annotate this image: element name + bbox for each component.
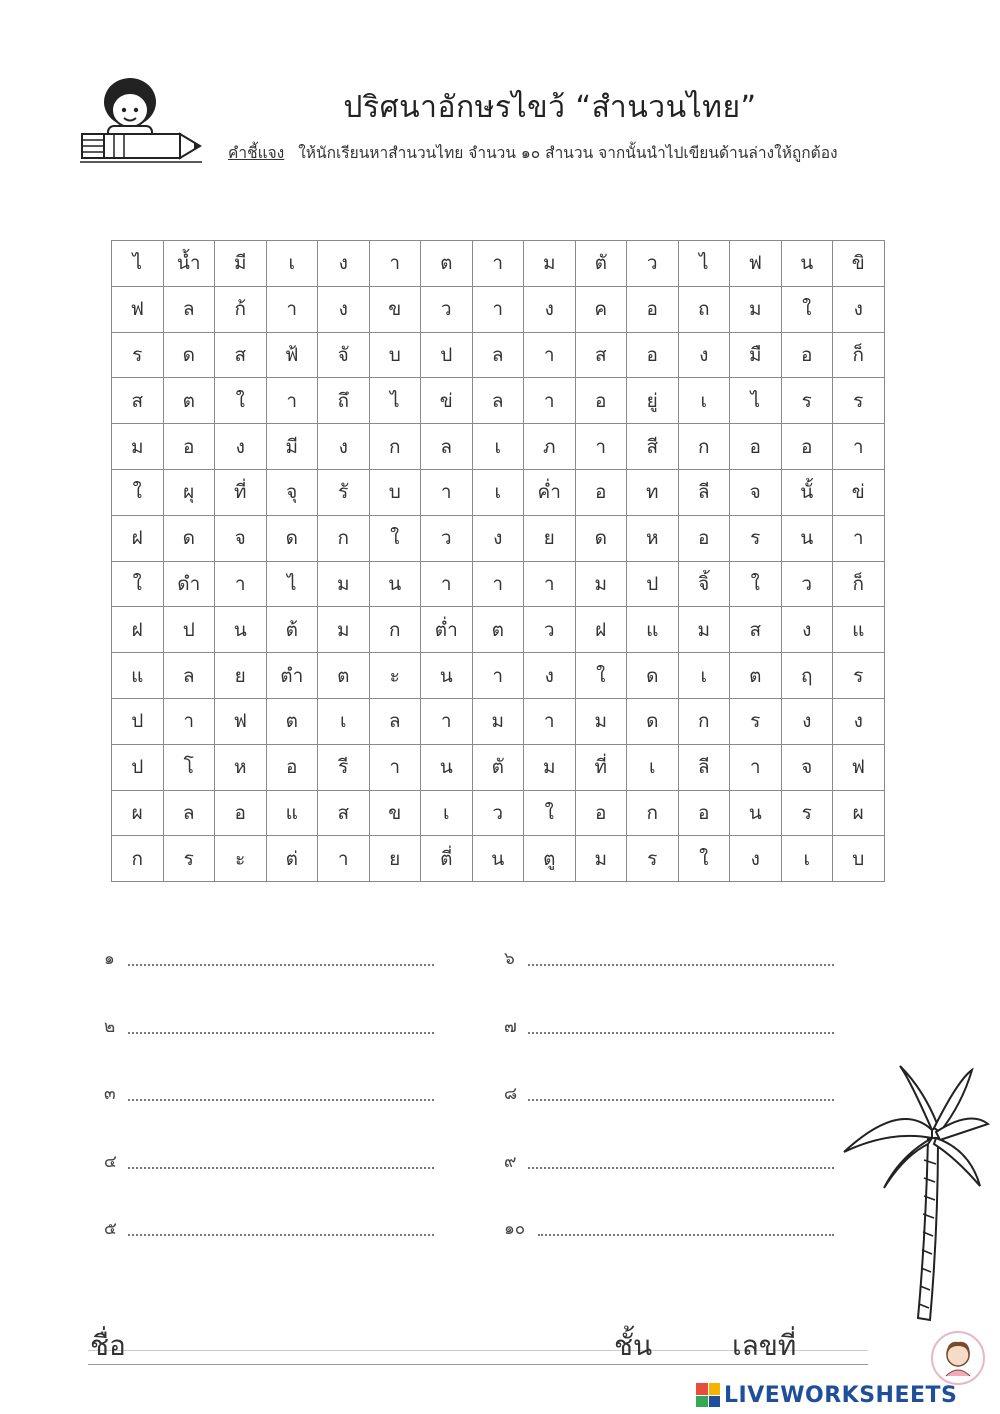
grid-cell[interactable]: ตี่: [421, 836, 473, 882]
grid-cell[interactable]: บ: [369, 332, 421, 378]
grid-row: [112, 469, 885, 515]
grid-cell[interactable]: ร: [833, 653, 885, 699]
grid-cell[interactable]: เ: [678, 653, 730, 699]
grid-row: [112, 790, 885, 836]
grid-cell[interactable]: ต: [318, 653, 370, 699]
grid-row: [112, 515, 885, 561]
grid-cell[interactable]: ด: [627, 698, 679, 744]
answer-line-8[interactable]: [504, 1077, 834, 1107]
grid-cell[interactable]: อ: [781, 332, 833, 378]
grid-cell[interactable]: แ: [833, 607, 885, 653]
grid-cell[interactable]: า: [266, 378, 318, 424]
grid-cell[interactable]: ถึ: [318, 378, 370, 424]
grid-cell[interactable]: แ: [266, 790, 318, 836]
grid-cell[interactable]: ม: [112, 424, 164, 470]
grid-cell[interactable]: ง: [524, 653, 576, 699]
grid-cell[interactable]: า: [730, 744, 782, 790]
instruction-label: คำชี้แจง: [228, 144, 285, 162]
answer-number: ๔: [104, 1152, 117, 1172]
grid-cell[interactable]: ย: [215, 653, 267, 699]
grid-cell[interactable]: ต: [730, 653, 782, 699]
grid-cell[interactable]: เ: [421, 790, 473, 836]
grid-cell[interactable]: ง: [318, 286, 370, 332]
grid-cell[interactable]: น: [421, 744, 473, 790]
grid-cell[interactable]: ว: [781, 561, 833, 607]
liveworksheets-logo-icon: [696, 1383, 720, 1407]
grid-cell[interactable]: ก: [678, 424, 730, 470]
answer-line-5[interactable]: [104, 1212, 434, 1242]
grid-cell[interactable]: ก: [369, 424, 421, 470]
grid-row: [112, 744, 885, 790]
grid-cell[interactable]: ฟ: [730, 241, 782, 287]
grid-cell[interactable]: า: [472, 286, 524, 332]
girl-with-pencil-icon: [78, 70, 204, 176]
grid-cell[interactable]: เ: [266, 241, 318, 287]
grid-cell[interactable]: า: [215, 561, 267, 607]
grid-cell[interactable]: า: [369, 241, 421, 287]
grid-cell[interactable]: ส: [730, 607, 782, 653]
grid-cell[interactable]: ม: [524, 241, 576, 287]
liveworksheets-logo[interactable]: [696, 1380, 957, 1410]
grid-cell[interactable]: ะ: [369, 653, 421, 699]
grid-cell[interactable]: ม: [575, 836, 627, 882]
grid-cell[interactable]: ม: [575, 698, 627, 744]
grid-cell[interactable]: ป: [163, 607, 215, 653]
grid-cell[interactable]: ง: [318, 424, 370, 470]
grid-cell[interactable]: อ: [575, 378, 627, 424]
grid-cell[interactable]: ร: [627, 836, 679, 882]
grid-cell[interactable]: ฝ: [112, 515, 164, 561]
answer-number: ๖: [504, 949, 515, 969]
grid-cell[interactable]: ป: [112, 698, 164, 744]
grid-cell[interactable]: า: [524, 332, 576, 378]
grid-row: [112, 561, 885, 607]
grid-cell[interactable]: เ: [472, 424, 524, 470]
grid-cell[interactable]: ไ: [678, 241, 730, 287]
liveworksheets-text: LIVEWORKSHEETS: [724, 1382, 958, 1408]
grid-cell[interactable]: า: [421, 698, 473, 744]
grid-cell[interactable]: ล: [163, 790, 215, 836]
dotted-line: [528, 964, 834, 966]
grid-cell[interactable]: ก: [627, 790, 679, 836]
grid-cell[interactable]: ก้: [215, 286, 267, 332]
grid-cell[interactable]: น: [781, 241, 833, 287]
grid-cell[interactable]: ที่: [215, 469, 267, 515]
grid-cell[interactable]: ว: [421, 515, 473, 561]
grid-cell[interactable]: ไ: [266, 561, 318, 607]
grid-cell[interactable]: ส: [112, 378, 164, 424]
grid-cell[interactable]: น: [730, 790, 782, 836]
page-title: ปริศนาอักษรไขว้ “สำนวนไทย”: [343, 90, 757, 125]
grid-cell[interactable]: ก็: [833, 332, 885, 378]
grid-cell[interactable]: า: [318, 836, 370, 882]
grid-cell[interactable]: ง: [833, 698, 885, 744]
grid-cell[interactable]: ต: [266, 698, 318, 744]
grid-cell[interactable]: นั้: [781, 469, 833, 515]
grid-cell[interactable]: ด: [266, 515, 318, 561]
grid-cell[interactable]: จ: [781, 744, 833, 790]
number-label: เลขที่: [732, 1329, 797, 1362]
grid-cell[interactable]: อ: [781, 424, 833, 470]
grid-cell[interactable]: จ: [730, 469, 782, 515]
dotted-line: [528, 1032, 834, 1034]
grid-cell[interactable]: ใ: [112, 561, 164, 607]
teacher-avatar-icon: [930, 1330, 986, 1386]
grid-cell[interactable]: ขิ: [833, 241, 885, 287]
grid-cell[interactable]: แ: [627, 607, 679, 653]
grid-cell[interactable]: ร: [112, 332, 164, 378]
grid-cell[interactable]: เ: [678, 378, 730, 424]
grid-cell[interactable]: ตำ: [266, 653, 318, 699]
grid-cell[interactable]: จั: [318, 332, 370, 378]
answer-number: ๙: [504, 1152, 517, 1172]
answer-number: ๑: [104, 949, 115, 969]
grid-cell[interactable]: เ: [781, 836, 833, 882]
grid-row: [112, 332, 885, 378]
dotted-line: [128, 964, 434, 966]
grid-cell[interactable]: ฟ: [833, 744, 885, 790]
grid-cell[interactable]: มื: [730, 332, 782, 378]
grid-cell[interactable]: เ: [472, 469, 524, 515]
grid-cell[interactable]: อ: [627, 286, 679, 332]
grid-row: [112, 241, 885, 287]
grid-cell[interactable]: ห: [215, 744, 267, 790]
grid-row: [112, 607, 885, 653]
grid-cell[interactable]: อ: [575, 790, 627, 836]
grid-row: [112, 424, 885, 470]
grid-cell[interactable]: ง: [318, 241, 370, 287]
grid-cell[interactable]: ป: [421, 332, 473, 378]
grid-cell[interactable]: ข: [369, 286, 421, 332]
grid-cell[interactable]: ต: [163, 378, 215, 424]
grid-cell[interactable]: อ: [575, 469, 627, 515]
grid-cell[interactable]: ถ: [678, 286, 730, 332]
grid-cell[interactable]: ก็: [833, 561, 885, 607]
grid-cell[interactable]: ใ: [112, 469, 164, 515]
dotted-line: [528, 1099, 834, 1101]
grid-cell[interactable]: ต: [472, 607, 524, 653]
grid-cell[interactable]: ส: [215, 332, 267, 378]
grid-cell[interactable]: า: [524, 561, 576, 607]
grid-cell[interactable]: จ: [215, 515, 267, 561]
grid-row: [112, 378, 885, 424]
grid-cell[interactable]: า: [421, 561, 473, 607]
grid-cell[interactable]: ร: [781, 790, 833, 836]
grid-cell[interactable]: ย: [369, 836, 421, 882]
grid-cell[interactable]: ง: [215, 424, 267, 470]
name-label: ชื่อ: [90, 1329, 126, 1362]
grid-cell[interactable]: ค: [575, 286, 627, 332]
grid-cell[interactable]: ม: [472, 698, 524, 744]
grid-cell[interactable]: ง: [472, 515, 524, 561]
grid-cell[interactable]: ข่: [833, 469, 885, 515]
grid-cell[interactable]: ฟ้: [266, 332, 318, 378]
grid-cell[interactable]: ง: [781, 607, 833, 653]
grid-cell[interactable]: บ: [369, 469, 421, 515]
grid-cell[interactable]: า: [524, 698, 576, 744]
grid-cell[interactable]: ล: [163, 286, 215, 332]
grid-cell[interactable]: ต่: [266, 836, 318, 882]
answer-line-7[interactable]: [504, 1010, 834, 1040]
dotted-line: [128, 1167, 434, 1169]
class-label: ชั้น: [614, 1329, 653, 1362]
grid-cell[interactable]: น: [421, 653, 473, 699]
grid-cell[interactable]: า: [421, 469, 473, 515]
answer-number: ๗: [504, 1017, 517, 1037]
grid-cell[interactable]: า: [163, 698, 215, 744]
grid-cell[interactable]: ม: [678, 607, 730, 653]
grid-cell[interactable]: อ: [215, 790, 267, 836]
dotted-line: [128, 1099, 434, 1101]
answer-number: ๑๐: [504, 1219, 526, 1239]
grid-cell[interactable]: อ: [266, 744, 318, 790]
grid-cell[interactable]: ป: [627, 561, 679, 607]
grid-cell[interactable]: ม: [318, 561, 370, 607]
grid-cell[interactable]: ง: [781, 698, 833, 744]
grid-cell[interactable]: น: [215, 607, 267, 653]
grid-cell[interactable]: รี: [318, 744, 370, 790]
grid-cell[interactable]: ด: [627, 653, 679, 699]
grid-cell[interactable]: ผ: [833, 790, 885, 836]
word-search-grid: [111, 240, 885, 882]
grid-cell[interactable]: สี: [627, 424, 679, 470]
grid-cell[interactable]: ใ: [524, 790, 576, 836]
grid-cell[interactable]: า: [369, 744, 421, 790]
grid-cell[interactable]: ร: [163, 836, 215, 882]
grid-cell[interactable]: ท: [627, 469, 679, 515]
grid-cell[interactable]: น: [472, 836, 524, 882]
grid-cell[interactable]: ฟ: [215, 698, 267, 744]
grid-cell[interactable]: า: [472, 561, 524, 607]
grid-cell[interactable]: ง: [833, 286, 885, 332]
answer-line-4[interactable]: [104, 1145, 434, 1175]
answer-line-6[interactable]: [504, 942, 834, 972]
grid-cell[interactable]: ข่: [421, 378, 473, 424]
grid-cell[interactable]: ลี: [678, 469, 730, 515]
answer-number: ๓: [104, 1084, 116, 1104]
grid-cell[interactable]: ม: [575, 561, 627, 607]
grid-cell[interactable]: ย: [524, 515, 576, 561]
grid-row: [112, 286, 885, 332]
grid-cell[interactable]: ฟ: [112, 286, 164, 332]
grid-cell[interactable]: า: [575, 424, 627, 470]
grid-cell[interactable]: ข: [369, 790, 421, 836]
grid-cell[interactable]: ว: [472, 790, 524, 836]
grid-cell[interactable]: ก: [318, 515, 370, 561]
grid-cell[interactable]: อ: [730, 424, 782, 470]
grid-cell[interactable]: ใ: [369, 515, 421, 561]
grid-cell[interactable]: ตั: [575, 241, 627, 287]
grid-row: [112, 698, 885, 744]
grid-cell[interactable]: ด: [163, 515, 215, 561]
grid-cell[interactable]: ะ: [215, 836, 267, 882]
answer-number: ๘: [504, 1084, 518, 1104]
grid-cell[interactable]: ฝ: [575, 607, 627, 653]
answer-line-1[interactable]: [104, 942, 434, 972]
grid-cell[interactable]: ว: [421, 286, 473, 332]
grid-cell[interactable]: ไ: [730, 378, 782, 424]
grid-cell[interactable]: ด: [163, 332, 215, 378]
grid-cell[interactable]: ดำ: [163, 561, 215, 607]
grid-cell[interactable]: ตู: [524, 836, 576, 882]
answer-number: ๒: [104, 1017, 116, 1037]
grid-cell[interactable]: ป: [112, 744, 164, 790]
answer-line-2[interactable]: [104, 1010, 434, 1040]
grid-row: [112, 653, 885, 699]
grid-cell[interactable]: จิ้: [678, 561, 730, 607]
grid-cell[interactable]: ม: [318, 607, 370, 653]
grid-cell[interactable]: รั: [318, 469, 370, 515]
answer-number: ๕: [104, 1219, 117, 1239]
grid-cell[interactable]: ภ: [524, 424, 576, 470]
grid-cell[interactable]: อ: [678, 790, 730, 836]
grid-cell[interactable]: ม: [524, 744, 576, 790]
grid-cell[interactable]: า: [833, 424, 885, 470]
grid-cell[interactable]: ฝ: [112, 607, 164, 653]
grid-cell[interactable]: ส: [575, 332, 627, 378]
grid-cell[interactable]: ที่: [575, 744, 627, 790]
grid-cell[interactable]: ร: [730, 698, 782, 744]
grid-cell[interactable]: า: [833, 515, 885, 561]
instruction: [228, 140, 928, 165]
grid-cell[interactable]: ห: [627, 515, 679, 561]
grid-cell[interactable]: ใ: [575, 653, 627, 699]
grid-cell[interactable]: ตั: [472, 744, 524, 790]
grid-cell[interactable]: า: [524, 378, 576, 424]
grid-cell[interactable]: ว: [524, 607, 576, 653]
grid-cell[interactable]: ง: [730, 836, 782, 882]
grid-cell[interactable]: แ: [112, 653, 164, 699]
grid-cell[interactable]: ล: [163, 653, 215, 699]
grid-cell[interactable]: ใ: [730, 561, 782, 607]
grid-cell[interactable]: น้ำ: [163, 241, 215, 287]
grid-cell[interactable]: ต้: [266, 607, 318, 653]
grid-cell[interactable]: เ: [318, 698, 370, 744]
instruction-text: ให้นักเรียนหาสำนวนไทย จำนวน ๑๐ สำนวน จากนั้นนำไปเขียนด้านล่างให้ถูกต้อง: [298, 144, 838, 162]
grid-cell[interactable]: ก: [369, 607, 421, 653]
grid-cell[interactable]: ใ: [215, 378, 267, 424]
grid-cell[interactable]: ง: [524, 286, 576, 332]
grid-cell[interactable]: ค่ำ: [524, 469, 576, 515]
grid-cell[interactable]: า: [266, 286, 318, 332]
grid-cell[interactable]: ไ: [369, 378, 421, 424]
grid-cell[interactable]: จุ: [266, 469, 318, 515]
grid-cell[interactable]: โ: [163, 744, 215, 790]
grid-cell[interactable]: ว: [627, 241, 679, 287]
grid-row: [112, 836, 885, 882]
grid-cell[interactable]: บ: [833, 836, 885, 882]
grid-cell[interactable]: ยู่: [627, 378, 679, 424]
dotted-line: [128, 1234, 434, 1236]
grid-cell[interactable]: ร: [781, 378, 833, 424]
grid-cell[interactable]: ล: [369, 698, 421, 744]
grid-cell[interactable]: ร: [833, 378, 885, 424]
grid-cell[interactable]: ไ: [112, 241, 164, 287]
grid-cell[interactable]: ลี: [678, 744, 730, 790]
grid-cell[interactable]: ผุ: [163, 469, 215, 515]
grid-cell[interactable]: มี: [215, 241, 267, 287]
grid-cell[interactable]: ส: [318, 790, 370, 836]
grid-cell[interactable]: ง: [678, 332, 730, 378]
grid-cell[interactable]: น: [781, 515, 833, 561]
grid-cell[interactable]: ร: [730, 515, 782, 561]
answer-line-3[interactable]: [104, 1077, 434, 1107]
grid-cell[interactable]: ม: [730, 286, 782, 332]
answer-line-10[interactable]: [504, 1212, 834, 1242]
grid-cell[interactable]: เ: [627, 744, 679, 790]
grid-cell[interactable]: ผ: [112, 790, 164, 836]
grid-cell[interactable]: อ: [163, 424, 215, 470]
grid-cell[interactable]: ฤ: [781, 653, 833, 699]
grid-cell[interactable]: อ: [627, 332, 679, 378]
grid-cell[interactable]: ใ: [678, 836, 730, 882]
grid-cell[interactable]: ล: [472, 332, 524, 378]
dotted-line: [528, 1167, 834, 1169]
grid-cell[interactable]: ใ: [781, 286, 833, 332]
answer-line-9[interactable]: [504, 1145, 834, 1175]
grid-cell[interactable]: อ: [678, 515, 730, 561]
palm-tree-icon: [840, 1060, 990, 1330]
grid-cell[interactable]: ก: [112, 836, 164, 882]
grid-cell[interactable]: ก: [678, 698, 730, 744]
grid-cell[interactable]: ต่ำ: [421, 607, 473, 653]
dotted-line: [128, 1032, 434, 1034]
grid-cell[interactable]: า: [472, 241, 524, 287]
grid-cell[interactable]: ต: [421, 241, 473, 287]
grid-cell[interactable]: ล: [472, 378, 524, 424]
dotted-line: [538, 1234, 834, 1236]
grid-cell[interactable]: น: [369, 561, 421, 607]
grid-cell[interactable]: มี: [266, 424, 318, 470]
grid-cell[interactable]: ล: [421, 424, 473, 470]
grid-cell[interactable]: า: [472, 653, 524, 699]
grid-cell[interactable]: ด: [575, 515, 627, 561]
